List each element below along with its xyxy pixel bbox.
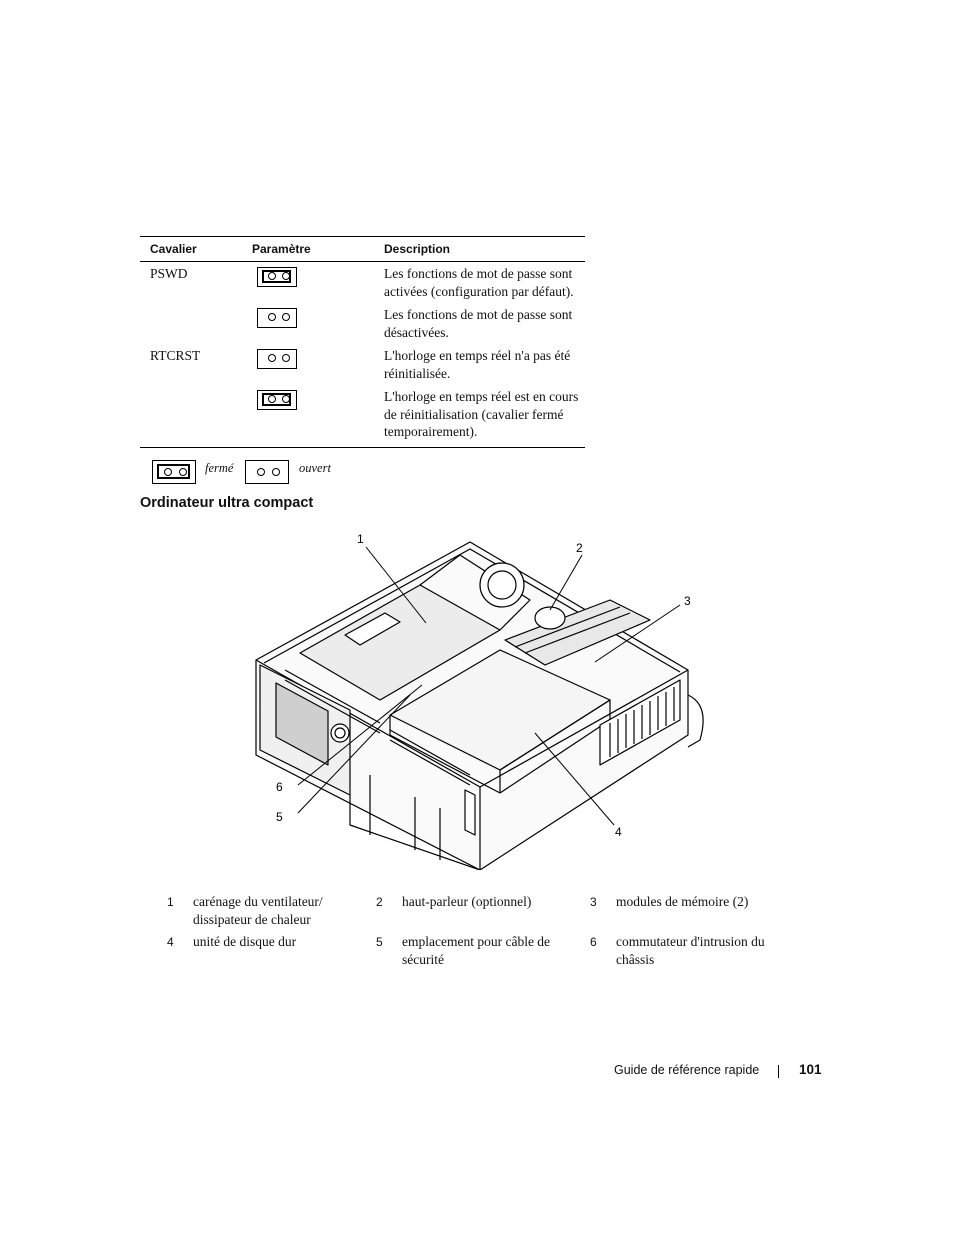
table-row: [140, 344, 585, 385]
cell-cavalier: [140, 303, 242, 344]
cell-parametre: [242, 344, 374, 385]
callout-4-label: 4: [615, 825, 622, 839]
cell-description: L'horloge en temps réel n'a pas été réinitialisée.: [384, 348, 571, 381]
footer-title: Guide de référence rapide: [614, 1063, 760, 1077]
jumper-closed-icon: [257, 267, 297, 287]
jumper-closed-icon: [152, 460, 196, 484]
part-number: 3: [590, 895, 597, 909]
cell-cavalier: PSWD: [150, 266, 188, 281]
part-label: haut-parleur (optionnel): [402, 894, 532, 909]
callout-6-label: 6: [276, 780, 283, 794]
cell-description: Les fonctions de mot de passe sont activées (configuration par défaut).: [384, 266, 574, 299]
part-number: 1: [167, 895, 174, 909]
part-number: 4: [167, 935, 174, 949]
callout-3-label: 3: [684, 594, 691, 608]
part-label: unité de disque dur: [193, 934, 297, 949]
callout-1-label: 1: [357, 532, 364, 546]
header-description: Description: [374, 237, 585, 262]
legend-open-label: ouvert: [299, 461, 331, 475]
part-number: 2: [376, 895, 383, 909]
computer-chassis-diagram: [240, 525, 710, 870]
part-label: emplacement pour câble de sécurité: [402, 934, 551, 967]
jumper-open-icon: [257, 308, 297, 328]
section-title: Ordinateur ultra compact: [140, 495, 314, 511]
jumper-table: [140, 236, 585, 448]
part-number: 6: [590, 935, 597, 949]
cell-description: L'horloge en temps réel est en cours de réinitialisation (cavalier fermé temporairement).: [374, 385, 585, 447]
part-number: 5: [376, 935, 383, 949]
header-parametre: Paramètre: [242, 237, 374, 262]
table-row: [140, 385, 585, 447]
jumper-open-icon: [245, 460, 289, 484]
cell-parametre: [242, 303, 374, 344]
footer-separator: [778, 1065, 779, 1078]
cell-description: Les fonctions de mot de passe sont désactivées.: [384, 307, 573, 340]
table-row: [140, 262, 585, 304]
header-cavalier: Cavalier: [140, 237, 242, 262]
jumper-legend: [152, 460, 452, 486]
page-number: 101: [799, 1062, 822, 1077]
jumper-closed-icon: [257, 390, 297, 410]
callout-2-label: 2: [576, 541, 583, 555]
table-row: [140, 303, 585, 344]
page-footer: [600, 1062, 830, 1080]
cell-parametre: [242, 385, 374, 447]
legend-closed-label: fermé: [205, 461, 234, 475]
jumper-open-icon: [257, 349, 297, 369]
cell-cavalier: RTCRST: [150, 348, 201, 363]
cell-parametre: [242, 262, 374, 304]
part-label: carénage du ventilateur/ dissipateur de chaleur: [193, 894, 323, 927]
table-header-row: [140, 237, 585, 262]
part-label: commutateur d'intrusion du châssis: [616, 934, 765, 967]
part-label: modules de mémoire (2): [616, 894, 749, 909]
cell-cavalier: [140, 385, 242, 447]
callout-5-label: 5: [276, 810, 283, 824]
